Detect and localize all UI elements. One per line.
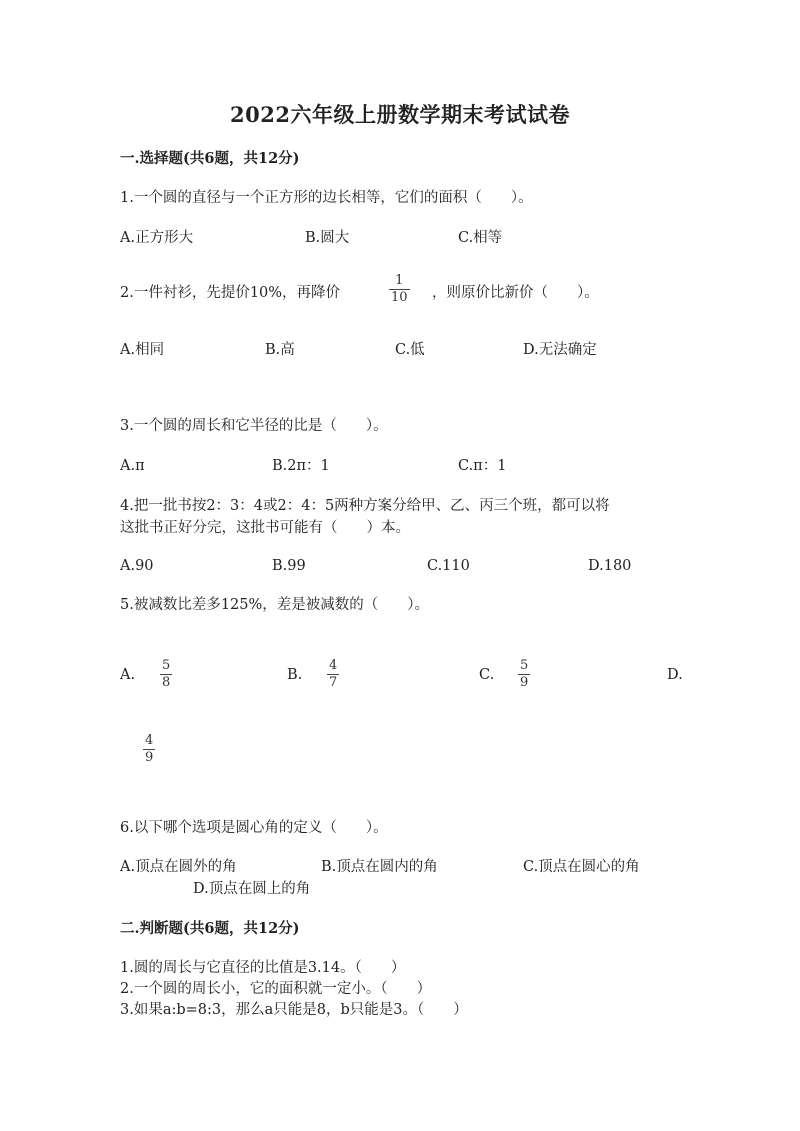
question-5-option-b-label: B. [287,667,303,683]
question-5-stem: 5.被减数比差多125%，差是被减数的（ ）。 [120,597,430,613]
section-heading-choice: 一.选择题(共6题，共12分) [120,150,300,167]
question-3-option-c: C.π：1 [458,458,507,474]
fraction-denominator: 9 [520,675,529,690]
fraction-numerator: 5 [520,658,529,673]
question-3-option-a: A.π [120,458,145,474]
question-6-option-c: C.顶点在圆心的角 [523,859,640,875]
question-1-stem: 1.一个圆的直径与一个正方形的边长相等，它们的面积（ ）。 [120,190,533,206]
question-1-option-b: B.圆大 [305,230,350,246]
judgement-item-3: 3.如果a:b=8:3，那么a只能是8，b只能是3。（ ） [120,1002,468,1018]
question-5-option-d-fraction [143,734,155,765]
question-2-option-d: D.无法确定 [523,342,597,358]
question-6-stem: 6.以下哪个选项是圆心角的定义（ ）。 [120,820,388,836]
question-2-option-a: A.相同 [120,342,165,358]
question-6-option-d: D.顶点在圆上的角 [193,881,311,897]
question-4-option-d: D.180 [588,558,632,574]
fraction-numerator: 5 [162,658,171,673]
question-2-stem-before: 2.一件衬衫，先提价10%，再降价 [120,285,341,301]
question-5-option-a-label: A. [120,667,136,683]
fraction-denominator: 9 [145,750,154,765]
question-4-option-c: C.110 [427,558,470,574]
question-4-option-b: B.99 [272,558,306,574]
section-heading-judgement: 二.判断题(共6题，共12分) [120,920,300,937]
question-4-stem-line2: 这批书正好分完，这批书可能有（ ）本。 [120,520,410,536]
question-1-option-a: A.正方形大 [120,230,194,246]
question-2-option-c: C.低 [395,342,425,358]
question-5-option-a-fraction [160,659,172,690]
question-3-option-b: B.2π：1 [272,458,330,474]
judgement-item-2: 2.一个圆的周长小，它的面积就一定小。（ ） [120,981,432,997]
question-5-option-c-fraction [518,659,530,690]
question-6-option-b: B.顶点在圆内的角 [321,859,438,875]
question-6-option-a: A.顶点在圆外的角 [120,859,237,875]
fraction-denominator: 7 [329,675,338,690]
question-2-option-b: B.高 [265,342,295,358]
fraction-numerator: 4 [145,733,154,748]
fraction-numerator: 4 [329,658,338,673]
question-3-stem: 3.一个圆的周长和它半径的比是（ ）。 [120,418,388,434]
question-4-option-a: A.90 [120,558,154,574]
question-5-option-d-label: D. [667,667,683,683]
question-1-option-c: C.相等 [458,230,503,246]
fraction-denominator: 8 [162,675,171,690]
fraction-numerator: 1 [395,273,404,288]
judgement-item-1: 1.圆的周长与它直径的比值是3.14。（ ） [120,960,406,976]
question-5-option-c-label: C. [479,667,495,683]
fraction-denominator: 10 [391,290,408,305]
page-title: 2022六年级上册数学期末考试试卷 [230,102,570,127]
question-2-fraction [389,274,410,305]
question-5-option-b-fraction [327,659,339,690]
question-2-stem-after: ，则原价比新价（ ）。 [432,285,599,301]
question-4-stem-line1: 4.把一批书按2：3：4或2：4：5两种方案分给甲、乙、丙三个班，都可以将 [120,498,610,514]
